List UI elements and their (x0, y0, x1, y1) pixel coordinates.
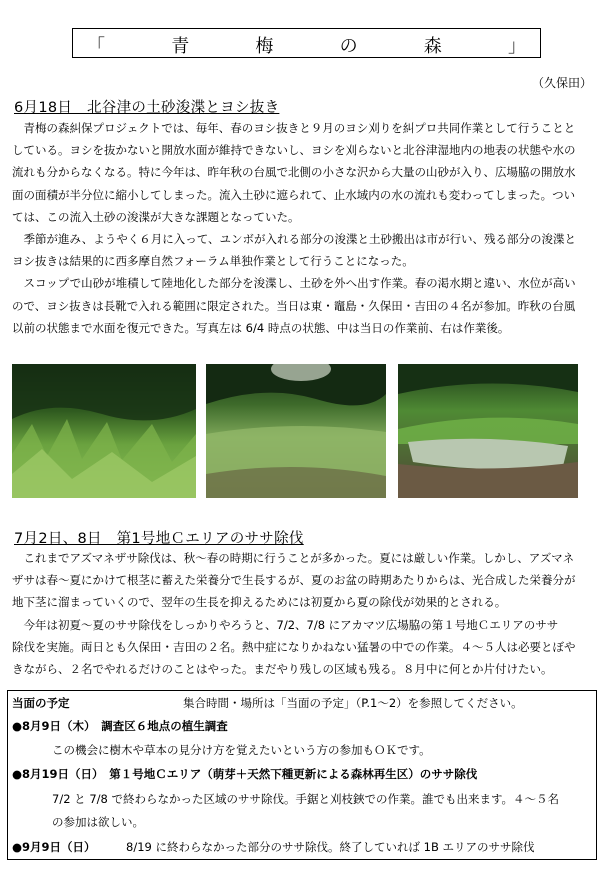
text-line: ヨシ抜きは結果的に西多摩自然フォーラム単独作業として行うことになった。 (12, 254, 414, 269)
schedule-item-body: 7/2 と 7/8 で終わらなかった区域のササ除伐。手鋸と刈枝鋏での作業。誰でも出来ます。４～５名 (52, 792, 560, 806)
text-line: きながら、２名でやれるだけのことはやった。まだやり残しの区域も残る。８月中に何とか片付けたい。 (12, 662, 553, 677)
title-char: 「 (87, 36, 105, 57)
title-char: 梅 (255, 36, 274, 57)
text-line: 青梅の森糾保プロジェクトでは、毎年、春のヨシ抜きと９月のヨシ刈りを糾プロ共同作業として行うことと (12, 121, 576, 135)
text-line: 地下茎に溜まっていくので、翌年の生長を抑えるためには初夏から夏の除伐が効果的とされる。 (12, 595, 507, 610)
schedule-note: 集合時間・場所は「当面の予定」（P.1～2）を参照してください。 (183, 696, 523, 710)
schedule-label: 当面の予定 (12, 696, 70, 710)
text-line: 流れも分からなくなる。特に今年は、昨年秋の台風で北側の小さな沢から大量の山砂が入り、広場脇の開放水 (12, 165, 576, 180)
schedule-item-body: の参加は欲しい。 (52, 815, 144, 829)
title-char: の (339, 36, 358, 57)
text-line: ので、ヨシ抜きは長靴で入れる範囲に限定された。当日は東・竈島・久保田・吉田の４名が参加。昨秋の台風 (12, 298, 576, 313)
text-line: 季節が進み、ようやく６月に入って、ユンボが入れる部分の浚渫と土砂搬出は市が行い、残る部分の浚渫と (12, 232, 576, 247)
text-line: スコップで山砂が堆積して陸地化した部分を浚渫し、土砂を外へ出す作業。春の渇水期と違い、水位が高い (12, 276, 576, 291)
photo-june4-state (12, 364, 196, 498)
schedule-box (7, 690, 597, 860)
schedule-item-body: 8/19 に終わらなかった部分のササ除伐。終了していれば 1B エリアのササ除伐 (126, 840, 535, 854)
schedule-item-head: ●9月9日（日） (12, 840, 96, 854)
title-char: 森 (423, 36, 442, 57)
author-name: （久保田） (531, 76, 592, 90)
section1-body (12, 117, 600, 339)
schedule-item-head: ●8月19日（日） 第１号地Ｃエリア（萌芽＋天然下種更新による森林再生区）のササ除伐 (12, 767, 478, 781)
title-char: 」 (507, 36, 526, 57)
text-line: 除伐を実施。両日とも久保田・吉田の２名。熱中症になりかねない猛暑の中での作業。４～５人は必要とぼや (12, 639, 576, 654)
photo-after-work (398, 364, 578, 498)
photo-before-work (206, 364, 386, 498)
section2-heading: 7月2日、8日 第1号地Ｃエリアのササ除伐 (14, 531, 304, 547)
schedule-item-head: ●8月9日（木） 調査区６地点の植生調査 (12, 719, 228, 733)
section2-body (12, 547, 600, 680)
text-line: 以前の状態まで水面を復元できた。写真左は 6/4 時点の状態、中は当日の作業前、右は作業後。 (12, 320, 510, 335)
text-line: 面の面積が半分位に縮小してしまった。流入土砂に遮られて、止水域内の水の流れも変わってしまった。つい (12, 187, 576, 202)
text-line: 今年は初夏～夏のササ除伐をしっかりやろうと、7/2、7/8 にアカマツ広場脇の第１号地Ｃエリアのササ (12, 617, 559, 632)
page-title (73, 32, 540, 58)
title-box (72, 28, 541, 58)
section1-heading: 6月18日 北谷津の土砂浚渫とヨシ抜き (14, 100, 280, 116)
title-char: 青 (171, 36, 190, 57)
text-line: ては、この流入土砂の浚渫が大きな課題となっていた。 (12, 209, 300, 224)
text-line: している。ヨシを抜かないと開放水面が維持できないし、ヨシを刈らないと北谷津湿地内の地表の状態や水の (12, 143, 576, 158)
text-line: これまでアズマネザサ除伐は、秋～春の時期に行うことが多かった。夏には厳しい作業。しかし、アズマネ (12, 551, 575, 565)
text-line: ザサは春～夏にかけて根茎に蓄えた栄養分で生長するが、夏のお盆の時期あたりからは、光合成した栄養分が (12, 573, 576, 588)
schedule-item-body: この機会に樹木や草本の見分け方を覚えたいという方の参加もＯＫです。 (52, 743, 431, 757)
